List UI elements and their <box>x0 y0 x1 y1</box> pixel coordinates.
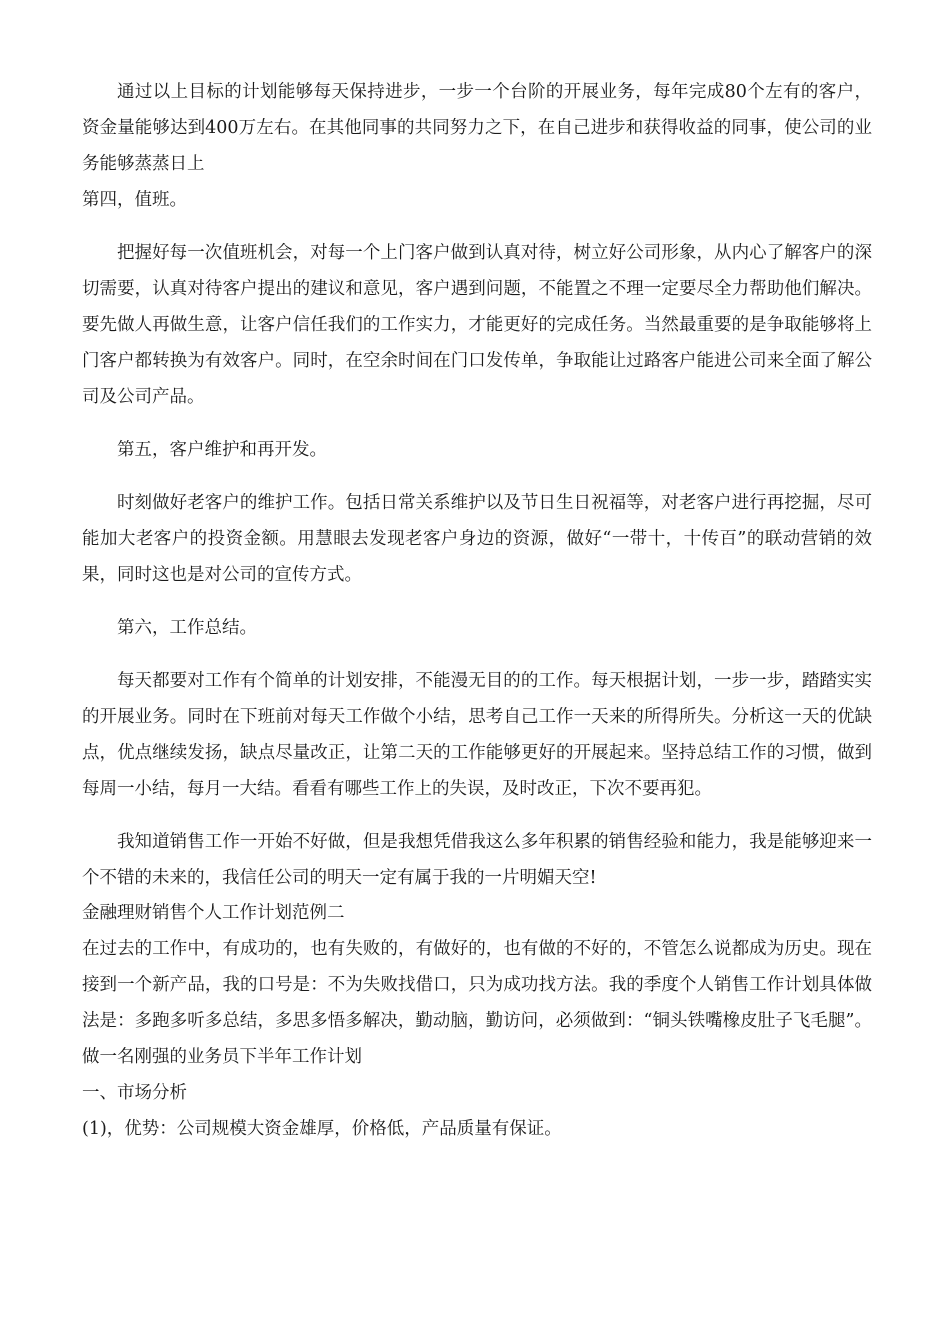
paragraph-client-maintenance: 时刻做好老客户的维护工作。包括日常关系维护以及节日生日祝福等，对老客户进行再挖掘，尽可能加大老客户的投资金额。用慧眼去发现老客户身边的资源，做好“一带十，十传百”的联动营销的效果，同时这也是对公司的宣传方式。 <box>82 493 872 585</box>
heading-fifth-client-maintenance: 第五，客户维护和再开发。 <box>117 440 327 460</box>
list-item-advantages: (1)，优势：公司规模大资金雄厚，价格低，产品质量有保证。 <box>82 1119 562 1139</box>
heading-market-analysis: 一、市场分析 <box>82 1083 187 1103</box>
paragraph-progress-goal: 通过以上目标的计划能够每天保持进步，一步一个台阶的开展业务，每年完成80个左有的客户，资金量能够达到400万左右。在其他同事的共同努力之下，在自己进步和获得收益的同事，使公司的业务能够蒸蒸日上 <box>82 82 872 174</box>
section-title-example-two: 金融理财销售个人工作计划范例二 <box>82 903 345 923</box>
paragraph-conclusion: 我知道销售工作一开始不好做，但是我想凭借我这么多年积累的销售经验和能力，我是能够迎来一个不错的未来的，我信任公司的明天一定有属于我的一片明媚天空! <box>82 832 872 888</box>
heading-fourth-duty: 第四，值班。 <box>82 190 187 210</box>
document-page <box>82 74 872 1147</box>
paragraph-duty: 把握好每一次值班机会，对每一个上门客户做到认真对待，树立好公司形象，从内心了解客户的深切需要，认真对待客户提出的建议和意见，客户遇到问题，不能置之不理一定要尽全力帮助他们解决。要先做人再做生意，让客户信任我们的工作实力，才能更好的完成任务。当然最重要的是争取能够将上门客户都转换为有效客户。同时，在空余时间在门口发传单，争取能让过路客户能进公司来全面了解公司及公司产品。 <box>82 243 872 407</box>
heading-sixth-work-summary: 第六，工作总结。 <box>117 618 257 638</box>
paragraph-work-summary: 每天都要对工作有个简单的计划安排，不能漫无目的的工作。每天根据计划，一步一步，踏踏实实的开展业务。同时在下班前对每天工作做个小结，思考自己工作一天来的所得所失。分析这一天的优缺点，优点继续发扬，缺点尽量改正，让第二天的工作能够更好的开展起来。坚持总结工作的习惯，做到每周一小结，每月一大结。看看有哪些工作上的失误，及时改正，下次不要再犯。 <box>82 671 872 799</box>
paragraph-example-two-intro: 在过去的工作中，有成功的，也有失败的，有做好的，也有做的不好的，不管怎么说都成为历史。现在接到一个新产品，我的口号是：不为失败找借口，只为成功找方法。我的季度个人销售工作计划具体做法是：多跑多听多总结，多思多悟多解决，勤动脑，勤访问，必须做到：“铜头铁嘴橡皮肚子飞毛腿”。做一名刚强的业务员下半年工作计划 <box>82 939 872 1067</box>
